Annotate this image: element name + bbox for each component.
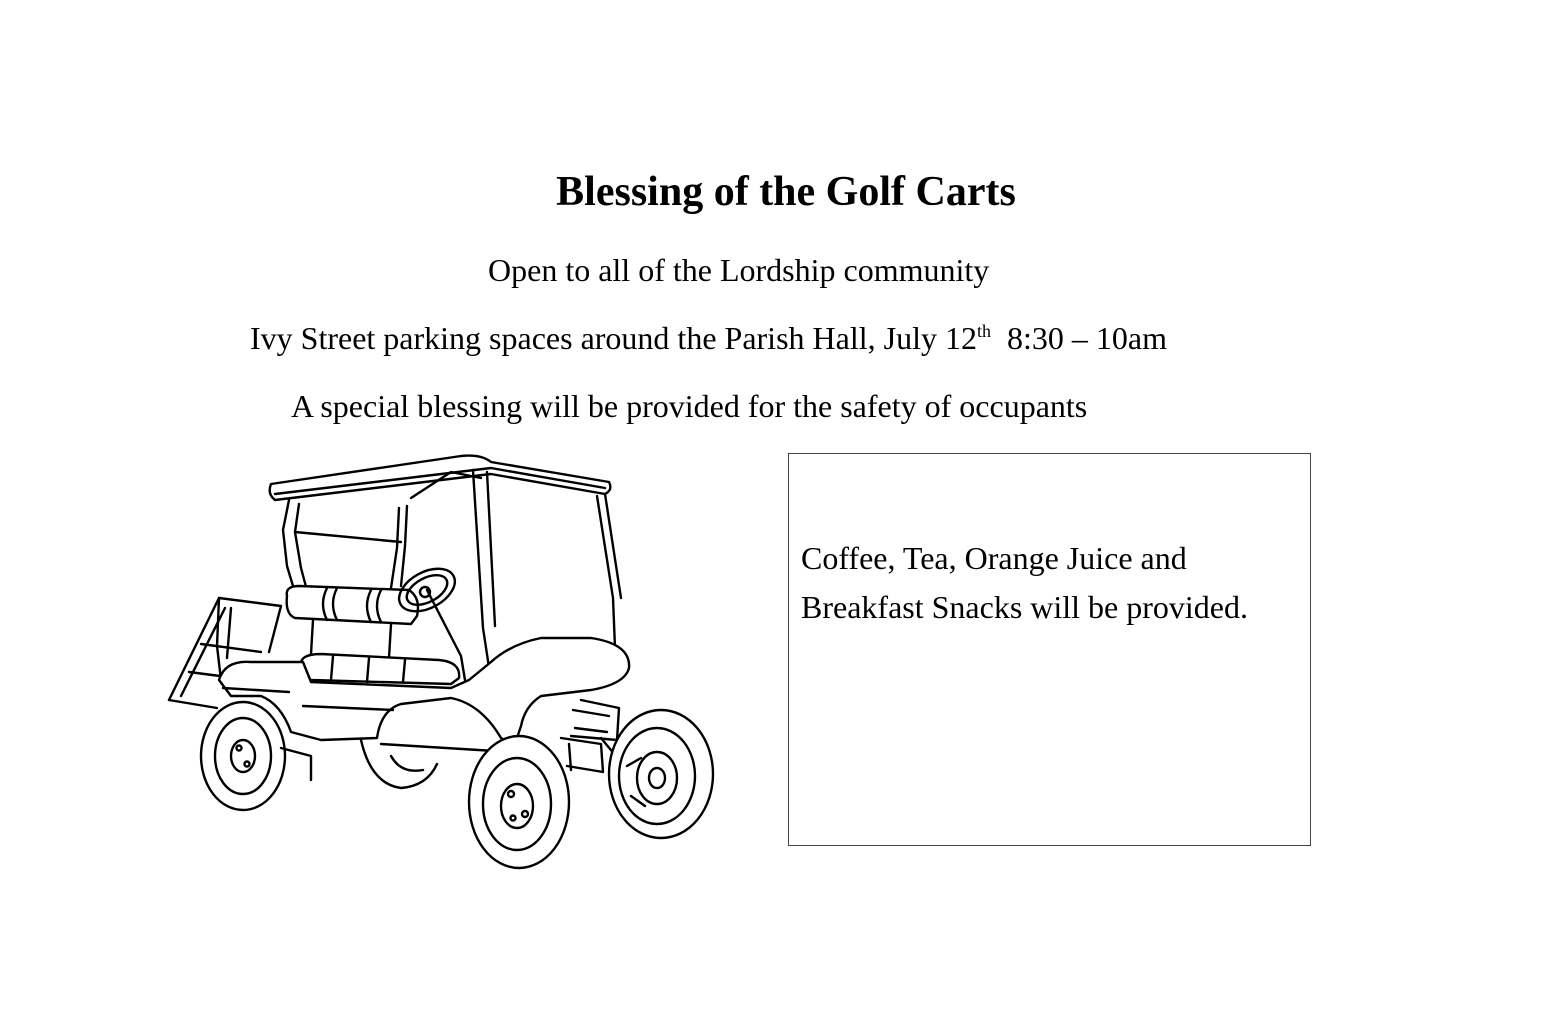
golf-cart-icon bbox=[160, 448, 722, 872]
refreshments-text: Coffee, Tea, Orange Juice and Breakfast Snacks will be provided. bbox=[801, 540, 1248, 625]
flyer-note: A special blessing will be provided for the safety of occupants bbox=[291, 388, 1088, 424]
location-ordinal-suffix: th bbox=[976, 321, 991, 341]
location-time: 8:30 – 10am bbox=[1006, 320, 1167, 356]
refreshments-box bbox=[788, 453, 1311, 846]
flyer-location bbox=[250, 318, 1167, 358]
flyer-subtitle: Open to all of the Lordship community bbox=[488, 252, 990, 288]
flyer-title: Blessing of the Golf Carts bbox=[556, 169, 1016, 215]
location-text: Ivy Street parking spaces around the Parish Hall, July 12 bbox=[250, 320, 977, 356]
